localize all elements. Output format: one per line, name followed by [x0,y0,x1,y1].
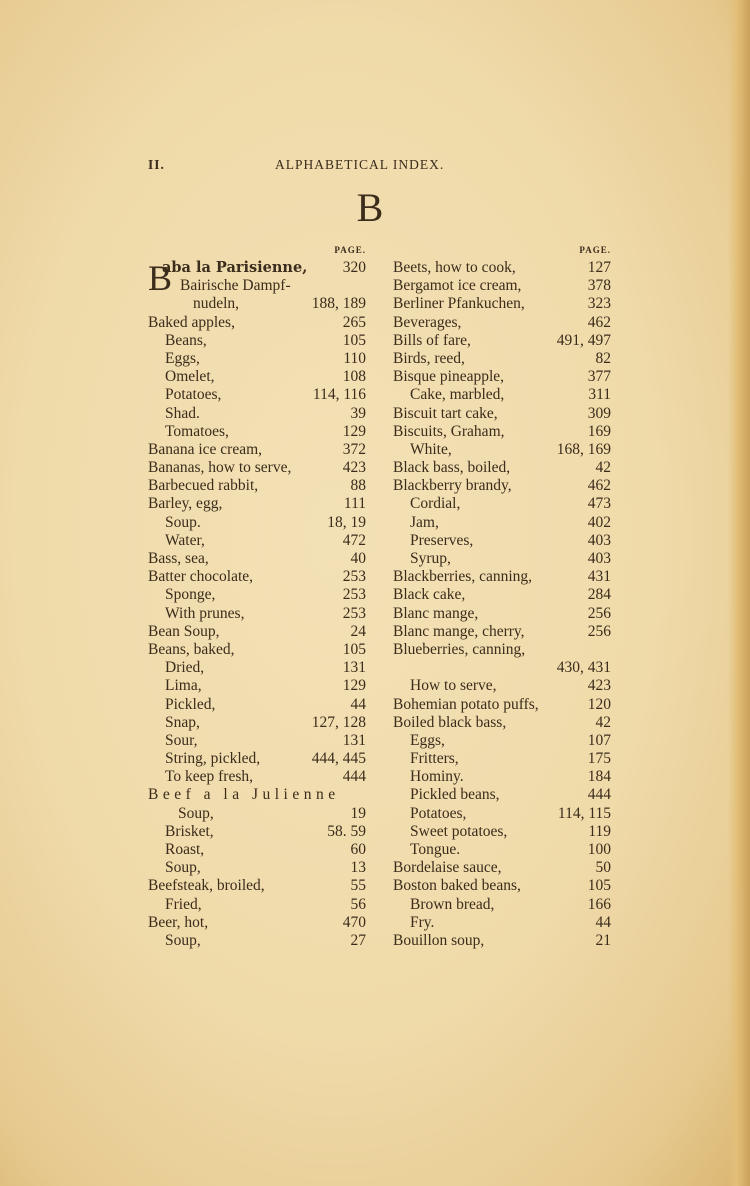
entry-label: Bananas, how to serve, [148,459,292,477]
entry-page: 470 [342,913,366,931]
entry-label: Potatoes, [165,386,222,404]
entry-label: Fried, [165,895,202,913]
page-column-label: PAGE. [579,245,611,255]
entry-page: 111 [343,495,366,513]
index-entry [393,405,611,423]
entry-page: 120 [587,695,611,713]
index-entry [148,586,366,604]
entry-page: 169 [587,422,611,440]
entry-label: Water, [165,531,205,549]
entry-label: Beefsteak, broiled, [148,877,265,895]
index-entry [148,368,366,386]
entry-label: Eggs, [165,349,200,367]
entry-label: With prunes, [165,604,245,622]
index-entry [148,605,366,623]
entry-label: Biscuit tart cake, [393,404,498,422]
index-entry [393,696,611,714]
entry-page: 114, 115 [557,804,611,822]
entry-label: How to serve, [410,677,497,695]
entry-label: Birds, reed, [393,349,465,367]
entry-label: Blackberries, canning, [393,568,533,586]
entry-page: 320 [342,259,366,276]
index-entry [393,841,611,859]
index-entry [393,677,611,695]
entry-label: Preserves, [410,531,474,549]
index-entry [148,932,366,950]
entry-page: 13 [350,859,366,877]
index-entry [393,495,611,513]
entry-label: Tomatoes, [165,422,229,440]
entry-page: 184 [587,768,611,786]
drop-cap: B [148,258,173,298]
entry-label: Beverages, [393,313,462,331]
index-entry [148,295,366,313]
entry-page: 129 [342,677,366,695]
index-entry [148,550,366,568]
entry-page: 105 [342,640,366,658]
entry-page: 377 [587,368,611,386]
index-entry [393,314,611,332]
entry-page: 88 [350,477,366,495]
entry-page: 82 [595,349,611,367]
entry-page: 100 [587,841,611,858]
entry-label: Pickled, [165,695,216,713]
index-entry [393,368,611,386]
index-entry [148,423,366,441]
entry-label: Soup. [165,513,201,531]
index-entry [393,277,611,295]
index-entry [393,423,611,441]
entry-page: 431 [587,568,611,586]
index-entry [393,477,611,495]
entry-label: Bohemian potato puffs, [393,695,539,713]
entry-label: Lima, [165,677,202,695]
index-entry [148,786,366,804]
entry-label: Eggs, [410,731,445,749]
index-entry [393,259,611,277]
entry-label: Baked apples, [148,313,235,331]
entry-page: 256 [587,622,611,640]
entry-label: Bergamot ice cream, [393,277,522,295]
index-entry [148,841,366,859]
index-entry [148,732,366,750]
entry-label: Snap, [165,713,200,731]
entry-page: 253 [342,604,366,622]
index-entry [393,714,611,732]
index-entry [148,805,366,823]
entry-page: 372 [342,440,366,458]
index-entry [148,350,366,368]
entry-page: 423 [342,459,366,477]
entry-page: 56 [350,895,366,913]
index-entry [148,623,366,641]
entry-page: 127, 128 [311,713,366,731]
index-entry [148,532,366,550]
entry-page: 378 [587,277,611,295]
entry-page: 444, 445 [311,750,366,768]
entry-page: 127 [587,259,611,276]
entry-page: 491, 497 [556,331,611,349]
entry-page: 311 [588,386,611,404]
index-entry [393,605,611,623]
entry-label: Soup, [165,931,201,949]
entry-label: Barbecued rabbit, [148,477,259,495]
index-entry [148,514,366,532]
entry-label: Berliner Pfankuchen, [393,295,525,313]
entry-page: 403 [587,550,611,567]
entry-page: 472 [342,531,366,549]
index-entry [393,859,611,877]
entry-label: Hominy. [410,768,464,786]
entry-label: To keep fresh, [165,768,254,786]
entry-label: Boiled black bass, [393,713,507,731]
index-entry [393,914,611,932]
entry-label: Soup, [165,859,201,877]
index-entry [393,295,611,313]
entry-label: Blanc mange, [393,604,479,622]
entry-page: 131 [342,659,366,677]
entry-label: Omelet, [165,368,215,386]
page-column-label: PAGE. [334,245,366,255]
entry-page: 473 [587,495,611,513]
entry-label: Bordelaise sauce, [393,859,502,877]
entry-page: 168, 169 [556,440,611,458]
entry-label: aba la Parisienne, [162,259,308,276]
entry-page: 60 [350,841,366,858]
entry-page: 18, 19 [327,513,366,531]
index-entry [393,823,611,841]
entry-page: 256 [587,604,611,622]
index-entry [393,550,611,568]
entry-label: Tongue. [410,841,461,858]
index-entry [148,696,366,714]
entry-page: 42 [595,459,611,477]
entry-page: 21 [595,931,611,949]
index-entry [148,859,366,877]
index-entry [393,659,611,677]
entry-label: Bass, sea, [148,550,209,567]
index-entry [148,386,366,404]
index-entry [148,641,366,659]
entry-label: Bouillon soup, [393,931,485,949]
index-entry [393,568,611,586]
entry-label: Brisket, [165,822,214,840]
index-entry [148,659,366,677]
entry-page: 265 [342,313,366,331]
entry-page: 55 [350,877,366,895]
entry-page: 24 [350,622,366,640]
entry-label: Roast, [165,841,205,858]
entry-page: 40 [350,550,366,567]
index-entry [393,586,611,604]
index-entry [148,914,366,932]
entry-label: Brown bread, [410,895,495,913]
entry-page: 423 [587,677,611,695]
entry-page: 403 [587,531,611,549]
index-entry [393,877,611,895]
entry-label: Barley, egg, [148,495,223,513]
entry-label: Soup, [178,804,214,822]
index-entry [148,314,366,332]
index-entry [148,277,366,295]
entry-page: 50 [595,859,611,877]
section-letter: B [356,185,384,230]
index-entry [393,459,611,477]
entry-page: 188, 189 [311,295,366,313]
index-entry [393,350,611,368]
entry-label: Cake, marbled, [410,386,505,404]
index-entry [393,750,611,768]
entry-page: 39 [350,404,366,422]
index-entry [393,641,611,659]
entry-label: Pickled beans, [410,786,500,804]
index-entry [393,386,611,404]
index-entry [393,896,611,914]
entry-page: 105 [587,877,611,895]
entry-label: Bills of fare, [393,331,471,349]
entry-label: Potatoes, [410,804,467,822]
entry-label: Beets, how to cook, [393,259,516,276]
index-entry [148,896,366,914]
index-entry [148,877,366,895]
index-entry [393,623,611,641]
index-column-right [393,245,611,950]
entry-page: 129 [342,422,366,440]
index-entry [148,495,366,513]
entry-page: 323 [587,295,611,313]
entry-page: 253 [342,568,366,586]
entry-page: 42 [595,713,611,731]
page-edge-shadow [728,0,750,1186]
index-entry [148,441,366,459]
entry-page: 444 [587,786,611,804]
entry-label: Fry. [410,913,435,931]
entry-label: Cordial, [410,495,461,513]
entry-label: Fritters, [410,750,459,768]
index-entry [148,568,366,586]
index-entry [393,932,611,950]
entry-label: Bairische Dampf- [180,277,291,295]
entry-label: Jam, [410,513,439,531]
entry-page: 402 [587,513,611,531]
index-entry [148,823,366,841]
entry-label: Beef a la Julienne [148,786,340,804]
entry-label: White, [410,440,452,458]
entry-label: Sponge, [165,586,216,604]
entry-label: Black bass, boiled, [393,459,511,477]
entry-label: Boston baked beans, [393,877,521,895]
entry-label: Black cake, [393,586,466,604]
entry-page: 309 [587,404,611,422]
entry-page: 58. 59 [327,822,366,840]
entry-label: Banana ice cream, [148,440,263,458]
entry-page: 108 [342,368,366,386]
entry-label: Blueberries, canning, [393,640,526,658]
entry-page: 253 [342,586,366,604]
index-entry [393,332,611,350]
entry-page: 462 [587,313,611,331]
index-entry [148,768,366,786]
entry-page: 27 [350,931,366,949]
entry-page: 175 [587,750,611,768]
entry-label: Sweet potatoes, [410,822,508,840]
entry-label: Dried, [165,659,205,677]
entry-label: Syrup, [410,550,451,567]
index-entry [393,786,611,804]
entry-page: 462 [587,477,611,495]
index-entry [393,532,611,550]
entry-page: 44 [595,913,611,931]
entry-label: String, pickled, [165,750,261,768]
index-entry [148,477,366,495]
entry-page: 284 [587,586,611,604]
entry-page: 430, 431 [556,659,611,677]
page-number: II. [148,157,165,172]
index-entry [393,768,611,786]
index-column-left [148,245,366,950]
entry-label: Batter chocolate, [148,568,254,586]
entry-label: Beans, [165,331,207,349]
index-entry [393,732,611,750]
entry-page: 166 [587,895,611,913]
entry-label: Sour, [165,731,198,749]
index-entry [148,677,366,695]
entry-label: Bean Soup, [148,622,220,640]
entry-page: 107 [587,731,611,749]
index-entry [148,750,366,768]
entry-label: Blackberry brandy, [393,477,512,495]
entry-label: Beer, hot, [148,913,209,931]
entry-label: Shad. [165,404,200,422]
entry-label: Blanc mange, cherry, [393,622,525,640]
index-entry [148,332,366,350]
entry-page: 105 [342,331,366,349]
entry-page: 131 [342,731,366,749]
index-entry [148,405,366,423]
page-title: ALPHABETICAL INDEX. [275,157,445,172]
entry-page: 44 [350,695,366,713]
index-entry [148,459,366,477]
entry-page: 110 [343,349,366,367]
entry-label: Bisque pineapple, [393,368,505,386]
index-entry [393,805,611,823]
index-entry [393,441,611,459]
entry-label: nudeln, [193,295,240,313]
index-entry [148,714,366,732]
entry-label: Biscuits, Graham, [393,422,505,440]
index-entry [393,514,611,532]
entry-page: 114, 116 [312,386,366,404]
entry-page: 119 [588,822,611,840]
entry-label: Beans, baked, [148,640,235,658]
entry-page: 444 [342,768,366,786]
entry-page: 19 [350,804,366,822]
